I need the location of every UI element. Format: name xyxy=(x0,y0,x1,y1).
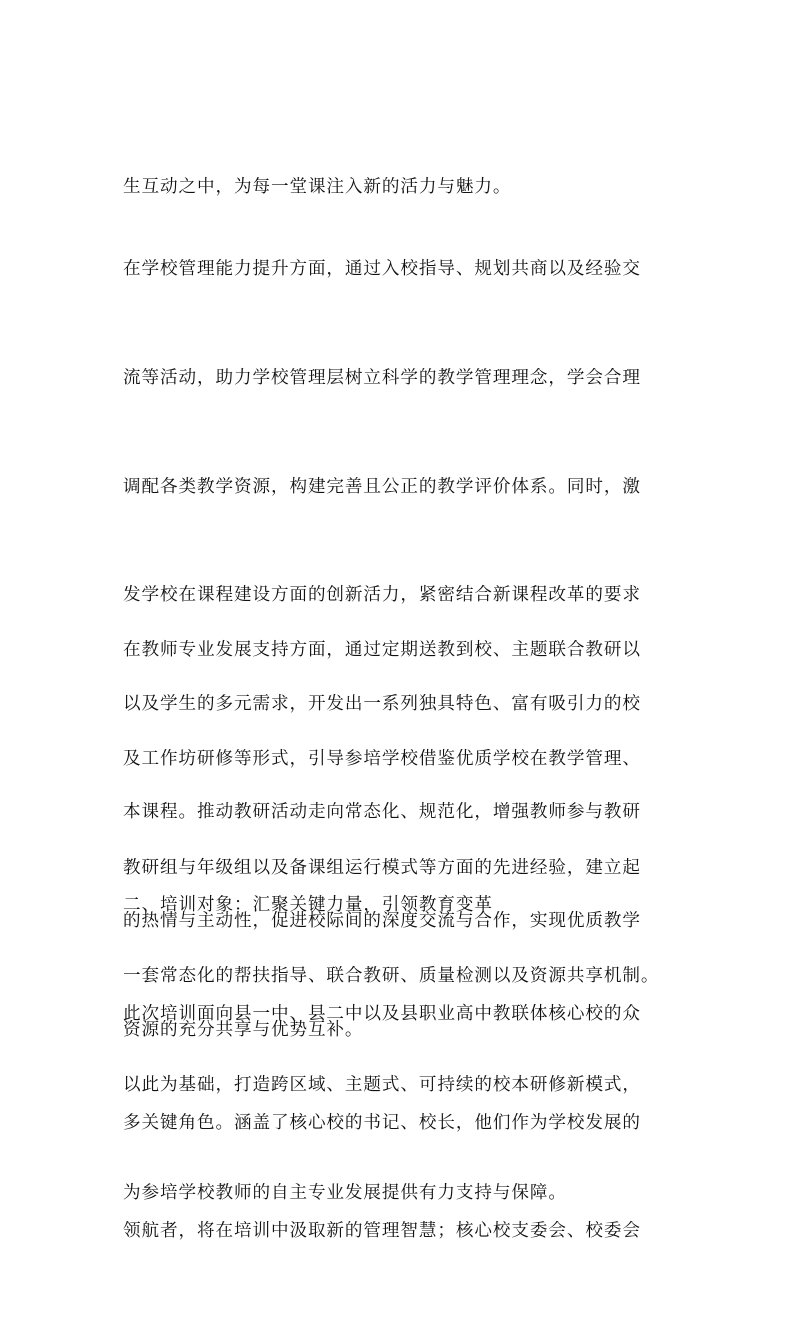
text-line: 为参培学校教师的自主专业发展提供有力支持与保障。 xyxy=(123,1183,567,1204)
text-line: 一套常态化的帮扶指导、联合教研、质量检测以及资源共享机制。 xyxy=(123,966,660,987)
paragraph-training-targets xyxy=(123,815,641,1322)
text-line: 以及学生的多元需求，开发出一系列独具特色、富有吸引力的校 xyxy=(123,693,641,714)
text-line: 流等活动，助力学校管理层树立科学的教学管理理念，学会合理 xyxy=(123,368,641,388)
text-line: 生互动之中，为每一堂课注入新的活力与魅力。 xyxy=(123,177,512,198)
text-line: 领航者，将在培训中汲取新的管理智慧；核心校支委会、校委会 xyxy=(123,1221,641,1242)
text-line: 及工作坊研修等形式，引导参培学校借鉴优质学校在教学管理、 xyxy=(123,749,641,769)
text-line: 调配各类教学资源，构建完善且公正的教学评价体系。同时，激 xyxy=(123,476,641,497)
text-line: 在教师专业发展支持方面，通过定期送教到校、主题联合教研以 xyxy=(123,640,641,661)
text-line: 在学校管理能力提升方面，通过入校指导、规划共商以及经验交 xyxy=(123,259,641,280)
text-line: 资源的充分共享与优势互补。 xyxy=(123,1019,364,1040)
text-line: 发学校在课程建设方面的创新活力，紧密结合新课程改革的要求 xyxy=(123,585,641,606)
text-line: 以此为基础，打造跨区域、主题式、可持续的校本研修新模式， xyxy=(123,1074,641,1095)
text-line: 教研组与年级组以及备课组运行模式等方面的先进经验，建立起 xyxy=(123,857,641,878)
text-line: 的热情与主动性，促进校际间的深度交流与合作，实现优质教学 xyxy=(123,910,641,931)
text-line: 本课程。推动教研活动走向常态化、规范化，增强教师参与教研 xyxy=(123,802,641,823)
section-heading: 二、培训对象：汇聚关键力量，引领教育变革 xyxy=(123,895,493,916)
text-line: 多关键角色。涵盖了核心校的书记、校长，他们作为学校发展的 xyxy=(123,1112,641,1133)
text-line: 此次培训面向县一中、县二中以及县职业高中教联体核心校的众 xyxy=(123,1004,641,1024)
